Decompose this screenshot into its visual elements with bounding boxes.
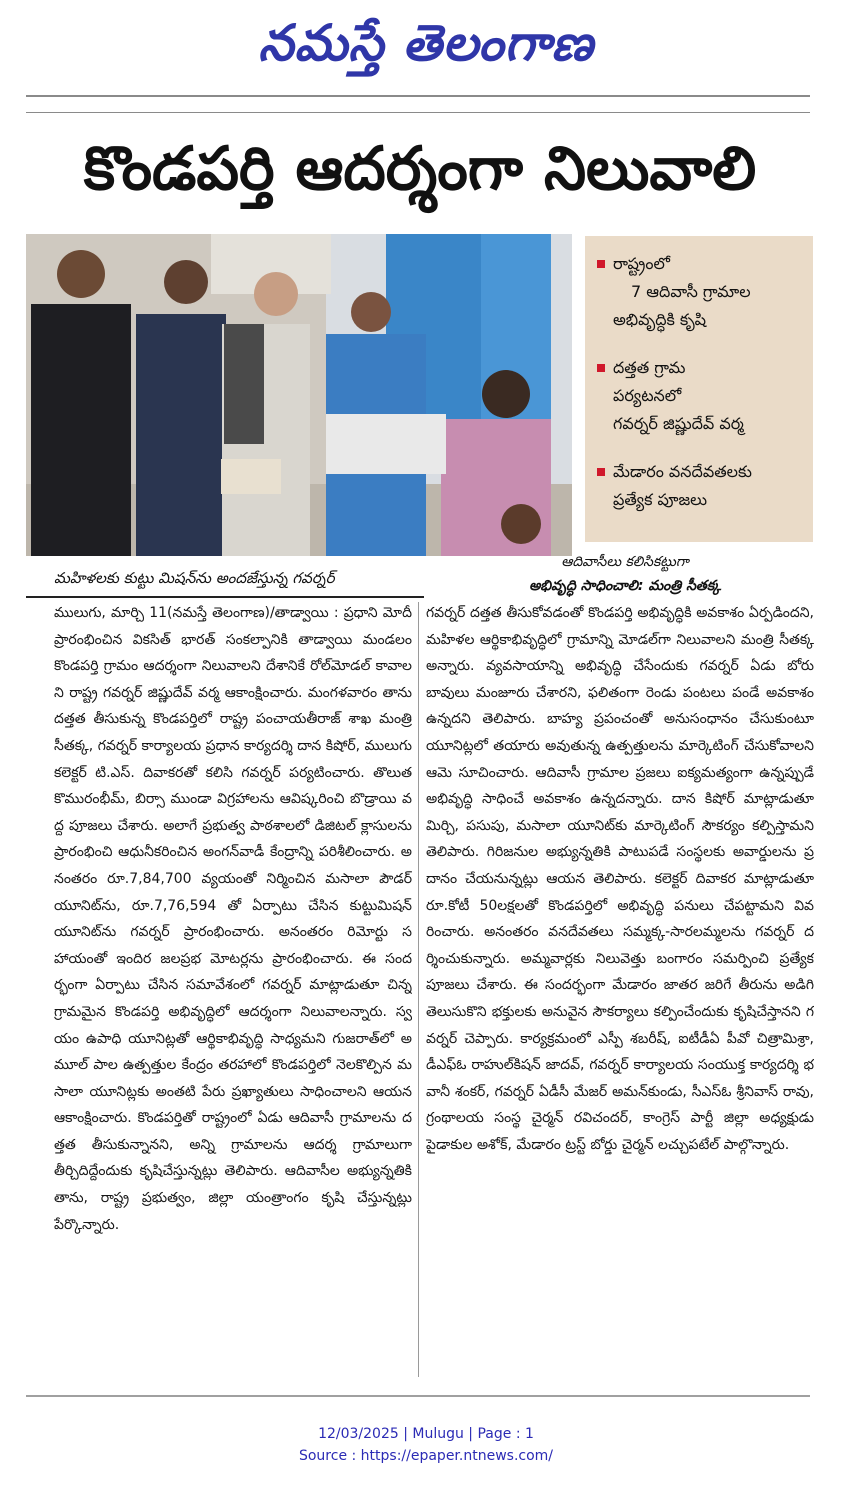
footer-date-page: 12/03/2025 | Mulugu | Page : 1: [318, 1426, 534, 1442]
subheadline-line: ఆదివాసీలు కలిసికట్టుగా: [561, 554, 689, 570]
subheadline: [455, 550, 795, 598]
red-square-bullet-icon: [597, 468, 605, 476]
red-square-bullet-icon: [597, 364, 605, 372]
photo-illustration: [26, 234, 572, 556]
highlights-box: [585, 236, 813, 542]
highlight-item: దత్తత గ్రామ పర్యటనలో గవర్నర్ జిష్ణుదేవ్ వర్మ: [597, 354, 809, 438]
article-headline: కొండపర్తి ఆదర్శంగా నిలువాలి: [83, 134, 757, 204]
masthead-rule: [26, 95, 810, 97]
highlight-item: మేడారం వనదేవతలకు ప్రత్యేక పూజలు: [597, 458, 809, 514]
article-column-right: గవర్నర్ దత్తత తీసుకోవడంతో కొండపర్తి అభివృద్ధికి అవకాశం ఏర్పడిందని, మహిళల ఆర్థికాభివృద్ధిలో గ్రామాన్ని మోడల్‌గా నిలువాలని మంత్రి సీతక్క అన్నారు. వ్యవసాయాన్ని అభివృద్ధి చేసేందుకు గవర్నర్ ఏడు బోరు బావులు మంజూరు చేశారని, ఫలితంగా రెండు పంటలు పండే అవకాశం ఉన్నదని తెలిపారు. బాహ్య ప్రపంచంతో అనుసంధానం చేసుకుంటూ యూనిట్లలో తయారు అవుతున్న ఉత్పత్తులను మార్కెటింగ్ చేసుకోవాలని ఆమె సూచించారు. ఆదివాసీ గ్రామాల ప్రజలు ఐక్యమత్యంగా ఉన్నప్పుడే అభివృద్ధి సాధించే అవకాశం ఉన్నదన్నారు. దాన కిషోర్ మాట్లాడుతూ మిర్చి, పసుపు, మసాలా యూనిట్‌కు మార్కెటింగ్ సౌకర్యం కల్పిస్తామని తెలిపారు. గిరిజనుల అభ్యున్నతికి పాటుపడే సంస్థలకు అవార్డులను ప్రదానం చేయనున్నట్లు ఆయన తెలిపారు. కలెక్టర్ దివాకర మాట్లాడుతూ రూ.కోటీ 50లక్షలతో కొండపర్తిలో అభివృద్ధి పనులు చేపట్టామని వివరించారు. అనంతరం వనదేవతలు సమ్మక్క-సారలమ్మలను గవర్నర్ దర్శించుకున్నారు. అమ్మవార్లకు నిలువెత్తు బంగారం సమర్పించి ప్రత్యేక పూజలు చేశారు. ఈ సందర్భంగా మేడారం జాతర జరిగే తీరును అడిగి తెలుసుకొని భక్తులకు అనువైన సౌకర్యాలు కల్పించేందుకు కృషిచేస్తానని గవర్నర్ చెప్పారు. కార్యక్రమంలో ఎస్పీ శబరీష్, ఐటీడీఏ పీవో చిత్రామిశ్రా, డీఎఫ్‌ఓ రాహుల్‌కిషన్ జాదవ్, గవర్నర్ కార్యాలయ సంయుక్త కార్యదర్శి భవానీ శంకర్, గవర్నర్ ఏడీసీ మేజర్ అమన్‌కుండు, సీఎస్‌ఓ శ్రీనివాస్ రావు, గ్రంథాలయ సంస్థ చైర్మన్ రవిచందర్, కాంగ్రెస్ పార్టీ జిల్లా అధ్యక్షుడు పైడాకుల అశోక్, మేడారం ట్రస్ట్ బోర్డు చైర్మన్ లచ్చుపటేల్ పాల్గొన్నారు.: [426, 605, 814, 1153]
column-divider: [418, 602, 419, 1377]
photo-caption: మహిళలకు కుట్టు మిషన్‌ను అందజేస్తున్న గవర్నర్: [54, 569, 335, 587]
footer-rule: [26, 1395, 810, 1397]
footer-source-link[interactable]: Source : https://epaper.ntnews.com/: [298, 1448, 554, 1464]
red-square-bullet-icon: [597, 260, 605, 268]
article-photo: [26, 234, 572, 556]
newspaper-masthead: నమస్తే తెలంగాణ: [258, 13, 594, 72]
subheadline-line: అభివృద్ధి సాధించాలి: మంత్రి సీతక్క: [529, 578, 721, 594]
masthead-rule-thin: [26, 112, 810, 113]
article-column-left: ములుగు, మార్చి 11(నమస్తే తెలంగాణ)/తాడ్వాయి : ప్రధాని మోదీ ప్రారంభించిన వికసిత్ భారత్ సంకల్పానికి తాడ్వాయి మండలం కొండపర్తి గ్రామం ఆదర్శంగా నిలువాలని దేశానికే రోల్‌మోడల్ కావాలని రాష్ట్ర గవర్నర్ జిష్ణుదేవ్ వర్మ ఆకాంక్షించారు. మంగళవారం తాను దత్తత తీసుకున్న కొండపర్తిలో రాష్ట్ర పంచాయతీరాజ్ శాఖ మంత్రి సీతక్క, గవర్నర్ కార్యాలయ ప్రధాన కార్యదర్శి దాన కిషోర్, ములుగు కలెక్టర్ టి.ఎస్. దివాకరతో కలిసి గవర్నర్ పర్యటించారు. తొలుత కొమురంభీమ్, బిర్సా ముండా విగ్రహాలను ఆవిష్కరించి బొడ్రాయి వద్ద పూజలు చేశారు. అలాగే ప్రభుత్వ పాఠశాలలో డిజిటల్ క్లాసులను ప్రారంభించి ఆధునీకరించిన అంగన్‌వాడీ కేంద్రాన్ని పరిశీలించారు. అనంతరం రూ.7,84,700 వ్యయంతో నిర్మించిన మసాలా పౌడర్ యూనిట్‌ను, రూ.7,76,594 తో ఏర్పాటు చేసిన కుట్టుమిషన్ యూనిట్‌ను గవర్నర్ ప్రారంభించారు. అనంతరం రిమోర్టు సహాయంతో ఇందిర జలప్రభ మోటర్లను ప్రారంభించారు. ఈ సందర్భంగా ఏర్పాటు చేసిన సమావేశంలో గవర్నర్ మాట్లాడుతూ చిన్న గ్రామమైన కొండపర్తి అభివృద్ధిలో ఆదర్శంగా నిలువాలన్నారు. స్వయం ఉపాధి యూనిట్లతో ఆర్థికాభివృద్ధి సాధ్యమని గుజరాత్‌లో అమూల్ పాల ఉత్పత్తుల కేంద్రం తరహాలో కొండపర్తిలో నెలకొల్పిన మసాలా యూనిట్లకు అంతటి పేరు ప్రఖ్యాతులు సాధించాలని ఆయన ఆకాంక్షించారు. కొండపర్తితో రాష్ట్రంలో ఏడు ఆదివాసీ గ్రామాలను దత్తత తీసుకున్నానని, అన్ని గ్రామాలను ఆదర్శ గ్రామాలుగా తీర్చిదిద్దేందుకు కృషిచేస్తున్నట్లు తెలిపారు. ఆదివాసీల అభ్యున్నతికి తాను, రాష్ట్ర ప్రభుత్వం, జిల్లా యంత్రాంగం కృషి చేస్తున్నట్లు పేర్కొన్నారు.: [54, 605, 412, 1233]
highlight-item: రాష్ట్రంలో 7 ఆదివాసీ గ్రామాల అభివృద్ధికి కృషి: [597, 250, 809, 334]
caption-rule: [26, 596, 424, 598]
